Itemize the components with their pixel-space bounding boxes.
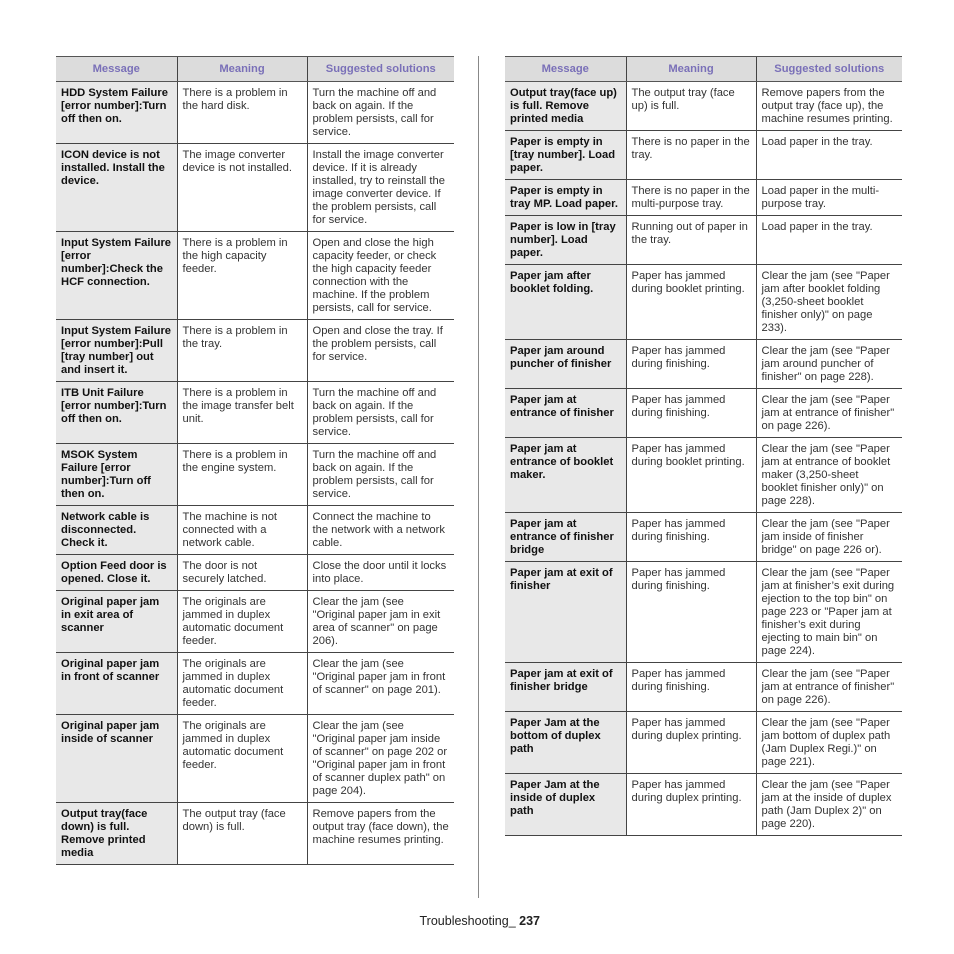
error-table-right bbox=[505, 56, 902, 836]
meaning-cell: There is a problem in the hard disk. bbox=[177, 82, 307, 144]
message-cell: Paper is empty in tray MP. Load paper. bbox=[505, 180, 626, 216]
column-divider bbox=[478, 56, 479, 898]
table-row bbox=[505, 774, 902, 836]
table-row bbox=[56, 232, 454, 320]
header-meaning: Meaning bbox=[177, 57, 307, 82]
meaning-cell: The machine is not connected with a network cable. bbox=[177, 506, 307, 555]
meaning-cell: Paper has jammed during finishing. bbox=[626, 389, 756, 438]
solution-cell: Clear the jam (see "Original paper jam in exit area of scanner" on page 206). bbox=[307, 591, 454, 653]
table-row bbox=[56, 382, 454, 444]
solution-cell: Clear the jam (see "Paper jam at finisher’s exit during ejection to the top bin" on page 223 or "Paper jam at finisher’s exit during ejecting to main bin" on page 224). bbox=[756, 562, 902, 663]
solution-cell: Turn the machine off and back on again. If the problem persists, call for service. bbox=[307, 82, 454, 144]
message-cell: Input System Failure [error number]:Pull [tray number] out and insert it. bbox=[56, 320, 177, 382]
solution-cell: Clear the jam (see "Paper jam after booklet folding (3,250-sheet booklet finisher only)" on page 233). bbox=[756, 265, 902, 340]
message-cell: Paper jam at entrance of finisher bbox=[505, 389, 626, 438]
message-cell: Original paper jam in exit area of scanner bbox=[56, 591, 177, 653]
message-cell: Original paper jam in front of scanner bbox=[56, 653, 177, 715]
table-row bbox=[56, 715, 454, 803]
solution-cell: Remove papers from the output tray (face up), the machine resumes printing. bbox=[756, 82, 902, 131]
solution-cell: Turn the machine off and back on again. If the problem persists, call for service. bbox=[307, 444, 454, 506]
table-header-row bbox=[505, 57, 902, 82]
table-row bbox=[505, 562, 902, 663]
meaning-cell: The originals are jammed in duplex automatic document feeder. bbox=[177, 591, 307, 653]
table-row bbox=[56, 803, 454, 865]
table-row bbox=[505, 131, 902, 180]
message-cell: Paper Jam at the inside of duplex path bbox=[505, 774, 626, 836]
solution-cell: Clear the jam (see "Original paper jam inside of scanner" on page 202 or "Original paper jam in front of scanner duplex path" on page 204). bbox=[307, 715, 454, 803]
message-cell: Paper jam at entrance of booklet maker. bbox=[505, 438, 626, 513]
message-cell: Paper jam at exit of finisher bbox=[505, 562, 626, 663]
meaning-cell: Paper has jammed during booklet printing. bbox=[626, 265, 756, 340]
meaning-cell: There is no paper in the tray. bbox=[626, 131, 756, 180]
meaning-cell: Paper has jammed during finishing. bbox=[626, 513, 756, 562]
solution-cell: Close the door until it locks into place. bbox=[307, 555, 454, 591]
table-row bbox=[505, 216, 902, 265]
meaning-cell: There is a problem in the engine system. bbox=[177, 444, 307, 506]
meaning-cell: The image converter device is not installed. bbox=[177, 144, 307, 232]
solution-cell: Clear the jam (see "Paper jam around puncher of finisher" on page 228). bbox=[756, 340, 902, 389]
table-body-right bbox=[505, 82, 902, 836]
message-cell: ITB Unit Failure [error number]:Turn off then on. bbox=[56, 382, 177, 444]
table-row bbox=[505, 389, 902, 438]
header-meaning: Meaning bbox=[626, 57, 756, 82]
meaning-cell: The output tray (face up) is full. bbox=[626, 82, 756, 131]
table-row bbox=[505, 438, 902, 513]
message-cell: HDD System Failure [error number]:Turn off then on. bbox=[56, 82, 177, 144]
message-cell: Paper jam after booklet folding. bbox=[505, 265, 626, 340]
footer-section: Troubleshooting_ bbox=[419, 914, 516, 928]
header-solutions: Suggested solutions bbox=[307, 57, 454, 82]
error-table-left bbox=[56, 56, 454, 865]
table-row bbox=[505, 82, 902, 131]
solution-cell: Load paper in the tray. bbox=[756, 131, 902, 180]
meaning-cell: There is a problem in the tray. bbox=[177, 320, 307, 382]
solution-cell: Clear the jam (see "Paper jam at entrance of finisher" on page 226). bbox=[756, 663, 902, 712]
table-row bbox=[56, 555, 454, 591]
meaning-cell: The originals are jammed in duplex automatic document feeder. bbox=[177, 715, 307, 803]
message-cell: Input System Failure [error number]:Check the HCF connection. bbox=[56, 232, 177, 320]
meaning-cell: Paper has jammed during finishing. bbox=[626, 562, 756, 663]
table-row bbox=[505, 180, 902, 216]
solution-cell: Remove papers from the output tray (face down), the machine resumes printing. bbox=[307, 803, 454, 865]
meaning-cell: Paper has jammed during finishing. bbox=[626, 663, 756, 712]
table-row bbox=[505, 712, 902, 774]
solution-cell: Install the image converter device. If it is already installed, try to reinstall the image converter device. If the problem persists, call for service. bbox=[307, 144, 454, 232]
solution-cell: Connect the machine to the network with a network cable. bbox=[307, 506, 454, 555]
message-cell: Paper is low in [tray number]. Load paper. bbox=[505, 216, 626, 265]
solution-cell: Turn the machine off and back on again. If the problem persists, call for service. bbox=[307, 382, 454, 444]
message-cell: Paper jam around puncher of finisher bbox=[505, 340, 626, 389]
message-cell: Output tray(face up) is full. Remove printed media bbox=[505, 82, 626, 131]
message-cell: Paper Jam at the bottom of duplex path bbox=[505, 712, 626, 774]
solution-cell: Load paper in the multi-purpose tray. bbox=[756, 180, 902, 216]
solution-cell: Clear the jam (see "Paper jam bottom of duplex path (Jam Duplex Regi.)" on page 221). bbox=[756, 712, 902, 774]
message-cell: Paper jam at exit of finisher bridge bbox=[505, 663, 626, 712]
solution-cell: Clear the jam (see "Paper jam at entrance of finisher" on page 226). bbox=[756, 389, 902, 438]
message-cell: Option Feed door is opened. Close it. bbox=[56, 555, 177, 591]
header-message: Message bbox=[56, 57, 177, 82]
table-row bbox=[505, 513, 902, 562]
table-row bbox=[56, 320, 454, 382]
meaning-cell: There is no paper in the multi-purpose tray. bbox=[626, 180, 756, 216]
table-row bbox=[505, 265, 902, 340]
page-footer bbox=[420, 914, 540, 928]
header-message: Message bbox=[505, 57, 626, 82]
solution-cell: Clear the jam (see "Original paper jam in front of scanner" on page 201). bbox=[307, 653, 454, 715]
solution-cell: Clear the jam (see "Paper jam at entrance of booklet maker (3,250-sheet booklet finisher only)" on page 228). bbox=[756, 438, 902, 513]
meaning-cell: Paper has jammed during duplex printing. bbox=[626, 712, 756, 774]
message-cell: Paper is empty in [tray number]. Load paper. bbox=[505, 131, 626, 180]
message-cell: ICON device is not installed. Install the device. bbox=[56, 144, 177, 232]
meaning-cell: Running out of paper in the tray. bbox=[626, 216, 756, 265]
solution-cell: Load paper in the tray. bbox=[756, 216, 902, 265]
meaning-cell: The door is not securely latched. bbox=[177, 555, 307, 591]
message-cell: Output tray(face down) is full. Remove printed media bbox=[56, 803, 177, 865]
table-body-left bbox=[56, 82, 454, 865]
meaning-cell: Paper has jammed during booklet printing. bbox=[626, 438, 756, 513]
message-cell: Network cable is disconnected. Check it. bbox=[56, 506, 177, 555]
table-row bbox=[56, 144, 454, 232]
meaning-cell: The originals are jammed in duplex automatic document feeder. bbox=[177, 653, 307, 715]
meaning-cell: There is a problem in the high capacity feeder. bbox=[177, 232, 307, 320]
table-row bbox=[56, 444, 454, 506]
message-cell: Paper jam at entrance of finisher bridge bbox=[505, 513, 626, 562]
solution-cell: Clear the jam (see "Paper jam inside of finisher bridge" on page 226 or). bbox=[756, 513, 902, 562]
meaning-cell: There is a problem in the image transfer belt unit. bbox=[177, 382, 307, 444]
solution-cell: Clear the jam (see "Paper jam at the inside of duplex path (Jam Duplex 2)" on page 220). bbox=[756, 774, 902, 836]
table-row bbox=[505, 663, 902, 712]
table-row bbox=[56, 653, 454, 715]
message-cell: MSOK System Failure [error number]:Turn off then on. bbox=[56, 444, 177, 506]
page-number: 237 bbox=[519, 914, 540, 928]
table-header-row bbox=[56, 57, 454, 82]
table-row bbox=[56, 82, 454, 144]
table-row bbox=[56, 506, 454, 555]
meaning-cell: Paper has jammed during duplex printing. bbox=[626, 774, 756, 836]
solution-cell: Open and close the high capacity feeder, or check the high capacity feeder connection with the machine. If the problem persists, call for service. bbox=[307, 232, 454, 320]
message-cell: Original paper jam inside of scanner bbox=[56, 715, 177, 803]
meaning-cell: The output tray (face down) is full. bbox=[177, 803, 307, 865]
header-solutions: Suggested solutions bbox=[756, 57, 902, 82]
solution-cell: Open and close the tray. If the problem persists, call for service. bbox=[307, 320, 454, 382]
meaning-cell: Paper has jammed during finishing. bbox=[626, 340, 756, 389]
table-row bbox=[505, 340, 902, 389]
table-row bbox=[56, 591, 454, 653]
